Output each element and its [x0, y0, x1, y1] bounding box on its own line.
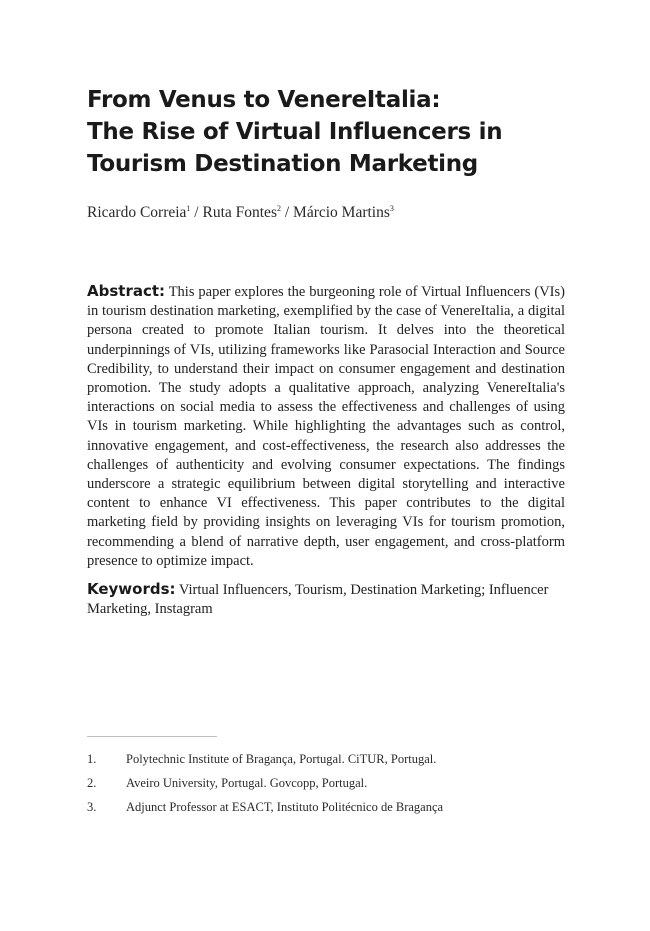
footnote-item: [87, 776, 565, 800]
keywords-text: Virtual Influencers, Tourism, Destination Marketing; Influencer Marketing, Instagram: [87, 582, 549, 618]
footnote-list: [87, 752, 565, 824]
footnote-item: [87, 800, 565, 824]
footnote-item: [87, 752, 565, 776]
author-affiliation-mark: 1: [186, 204, 191, 213]
keywords: [87, 580, 565, 619]
author-affiliation-mark: 3: [389, 204, 394, 213]
footnote-text: Polytechnic Institute of Bragança, Portugal. CiTUR, Portugal.: [126, 752, 437, 766]
footnote-number: 2.: [87, 776, 97, 790]
title-line-1: From Venus to VenereItalia:: [87, 87, 441, 113]
abstract-label: Abstract:: [87, 282, 166, 300]
author-separator: /: [280, 204, 294, 221]
abstract-text: This paper explores the burgeoning role of Virtual Influencers (VIs) in tourism destination marketing, exemplified by the case of VenereItalia, a digital persona created to promote Italian tourism. It delves into the theoretical underpinnings of VIs, utilizing frameworks like Parasocial Interaction and Source Credibility, to understand their impact on consumer engagement and destination promotion. The study adopts a qualitative approach, analyzing VenereItalia's interactions on social media to assess the effectiveness and challenges of using VIs in tourism marketing. While highlighting the advantages such as control, innovative engagement, and cost-effectiveness, the research also addresses the challenges of authenticity and evolving consumer expectations. The findings underscore a strategic equilibrium between digital storytelling and interactive content to enhance VI effectiveness. This paper contributes to the digital marketing field by providing insights on leveraging VIs for tourism promotion, recommending a blend of narrative depth, user engagement, and cross-platform presence to optimize impact.: [87, 284, 565, 569]
author-separator: /: [190, 204, 203, 221]
author-affiliation-mark: 2: [276, 204, 281, 213]
author-name: Ricardo Correia: [87, 204, 187, 221]
footnote-number: 1.: [87, 752, 97, 766]
author-name: Márcio Martins: [293, 204, 390, 221]
author-list: [87, 199, 394, 223]
footnote-text: Aveiro University, Portugal. Govcopp, Portugal.: [126, 776, 368, 790]
footnote-text: Adjunct Professor at ESACT, Instituto Politécnico de Bragança: [126, 800, 444, 814]
paper-title: [87, 84, 565, 180]
title-line-2: The Rise of Virtual Influencers in: [87, 119, 503, 145]
keywords-label: Keywords:: [87, 580, 176, 598]
footnote-divider: [87, 736, 217, 737]
abstract: [87, 282, 565, 571]
title-line-3: Tourism Destination Marketing: [87, 151, 478, 177]
footnote-number: 3.: [87, 800, 97, 814]
author-name: Ruta Fontes: [202, 204, 277, 221]
